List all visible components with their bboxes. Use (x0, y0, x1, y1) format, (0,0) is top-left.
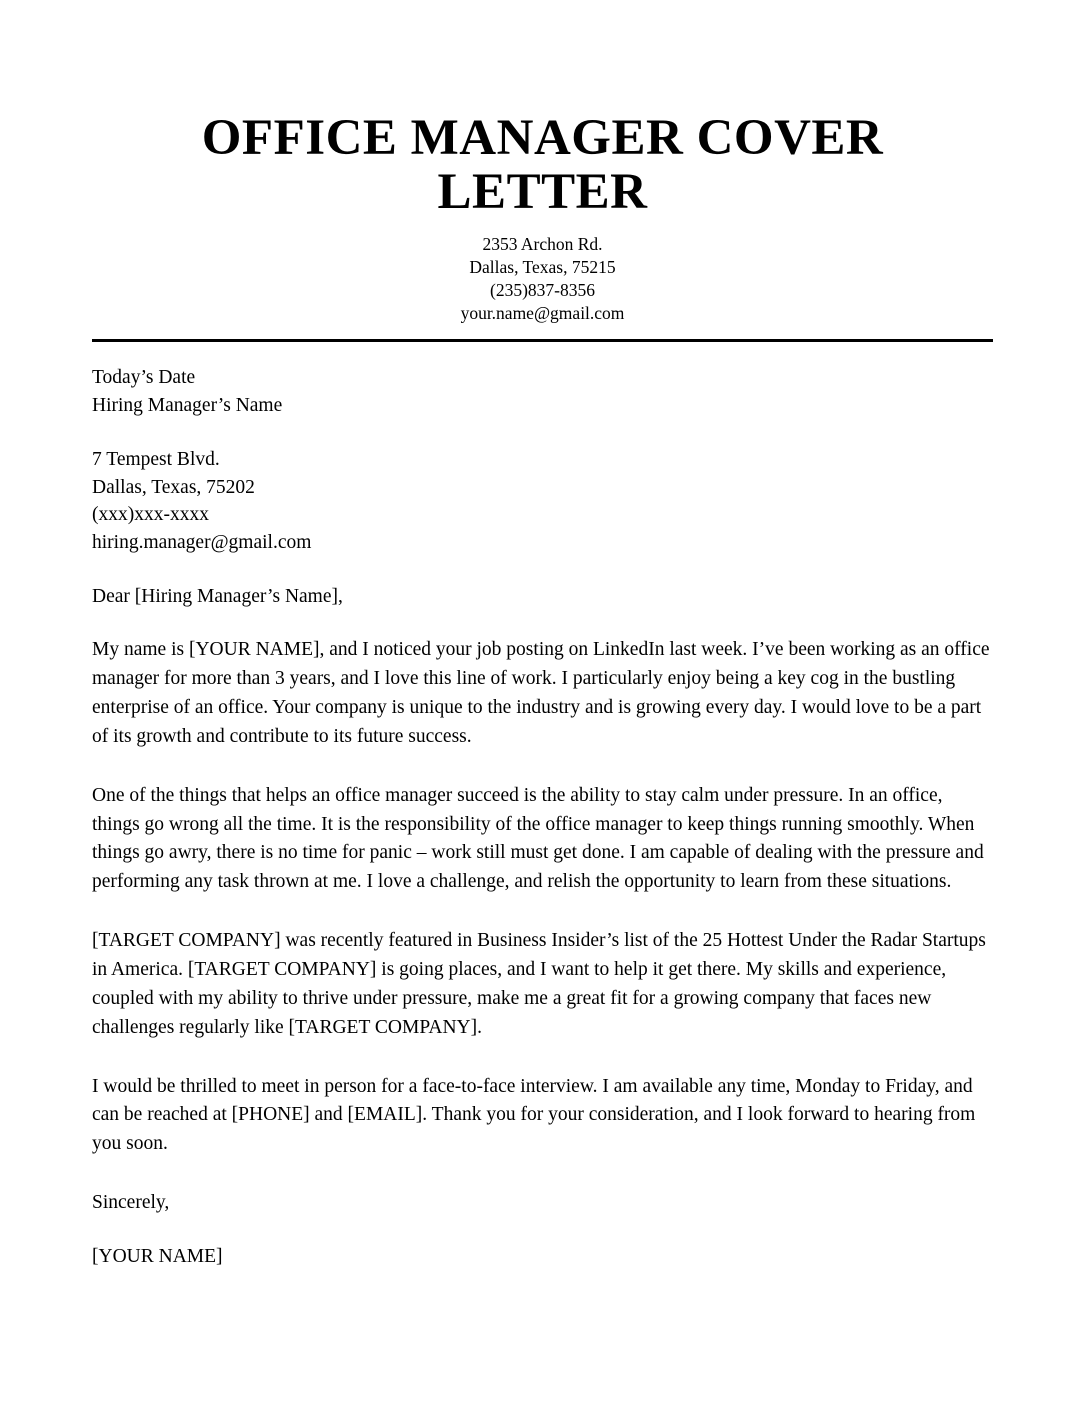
sender-phone: (235)837-8356 (490, 280, 595, 301)
recipient-city-state-zip: Dallas, Texas, 75202 (92, 476, 255, 498)
spacer (92, 1217, 993, 1243)
page-title: OFFICE MANAGER COVER LETTER (201, 110, 884, 220)
signature-line: [YOUR NAME] (92, 1245, 223, 1267)
body-paragraph-3: [TARGET COMPANY] was recently featured in Business Insider’s list of the 25 Hottest Under the Radar Startups in America. [TARGET COMPANY] is going places, and I want to help it get there. My skills and experience, coupled with my ability to thrive under pressure, make me a great fit for a growing company that faces new challenges regularly like [TARGET COMPANY]. (92, 930, 986, 1038)
spacer (92, 557, 993, 583)
letter-body (92, 364, 993, 1270)
recipient-street: 7 Tempest Blvd. (92, 448, 220, 470)
header-divider (92, 339, 993, 342)
sender-street: 2353 Archon Rd. (482, 234, 603, 255)
body-paragraph-4: I would be thrilled to meet in person for a face-to-face interview. I am available any time, Monday to Friday, and can be reached at [PHONE] and [EMAIL]. Thank you for your consideration, and I look forward to hearing from you soon. (92, 1075, 976, 1155)
letter-date: Today’s Date (92, 367, 196, 389)
salutation: Dear [Hiring Manager’s Name], (92, 585, 343, 607)
sender-contact-block (92, 233, 993, 325)
recipient-email: hiring.manager@gmail.com (92, 531, 312, 553)
spacer (92, 610, 993, 636)
letter-content (92, 0, 993, 1271)
recipient-phone: (xxx)xxx-xxxx (92, 504, 209, 526)
spacer (92, 1043, 993, 1073)
spacer (92, 1159, 993, 1189)
spacer (92, 420, 993, 446)
spacer (92, 897, 993, 927)
recipient-name: Hiring Manager’s Name (92, 395, 283, 417)
sender-email: your.name@gmail.com (460, 303, 625, 324)
body-paragraph-1: My name is [YOUR NAME], and I noticed your job posting on LinkedIn last week. I’ve been working as an office manager for more than 3 years, and I love this line of work. I particularly enjoy being a key cog in the bustling enterprise of an office. Your company is unique to the industry and is growing every day. I would love to be a part of its growth and contribute to its future success. (92, 639, 990, 747)
closing-line: Sincerely, (92, 1192, 170, 1214)
body-paragraph-2: One of the things that helps an office manager succeed is the ability to stay calm under pressure. In an office, things go wrong all the time. It is the responsibility of the office manager to keep things running smoothly. When things go awry, there is no time for panic – work still must get done. I am capable of dealing with the pressure and performing any task thrown at me. I love a challenge, and relish the opportunity to learn from these situations. (92, 784, 984, 893)
spacer (92, 752, 993, 782)
sender-city-state-zip: Dallas, Texas, 75215 (469, 257, 616, 278)
